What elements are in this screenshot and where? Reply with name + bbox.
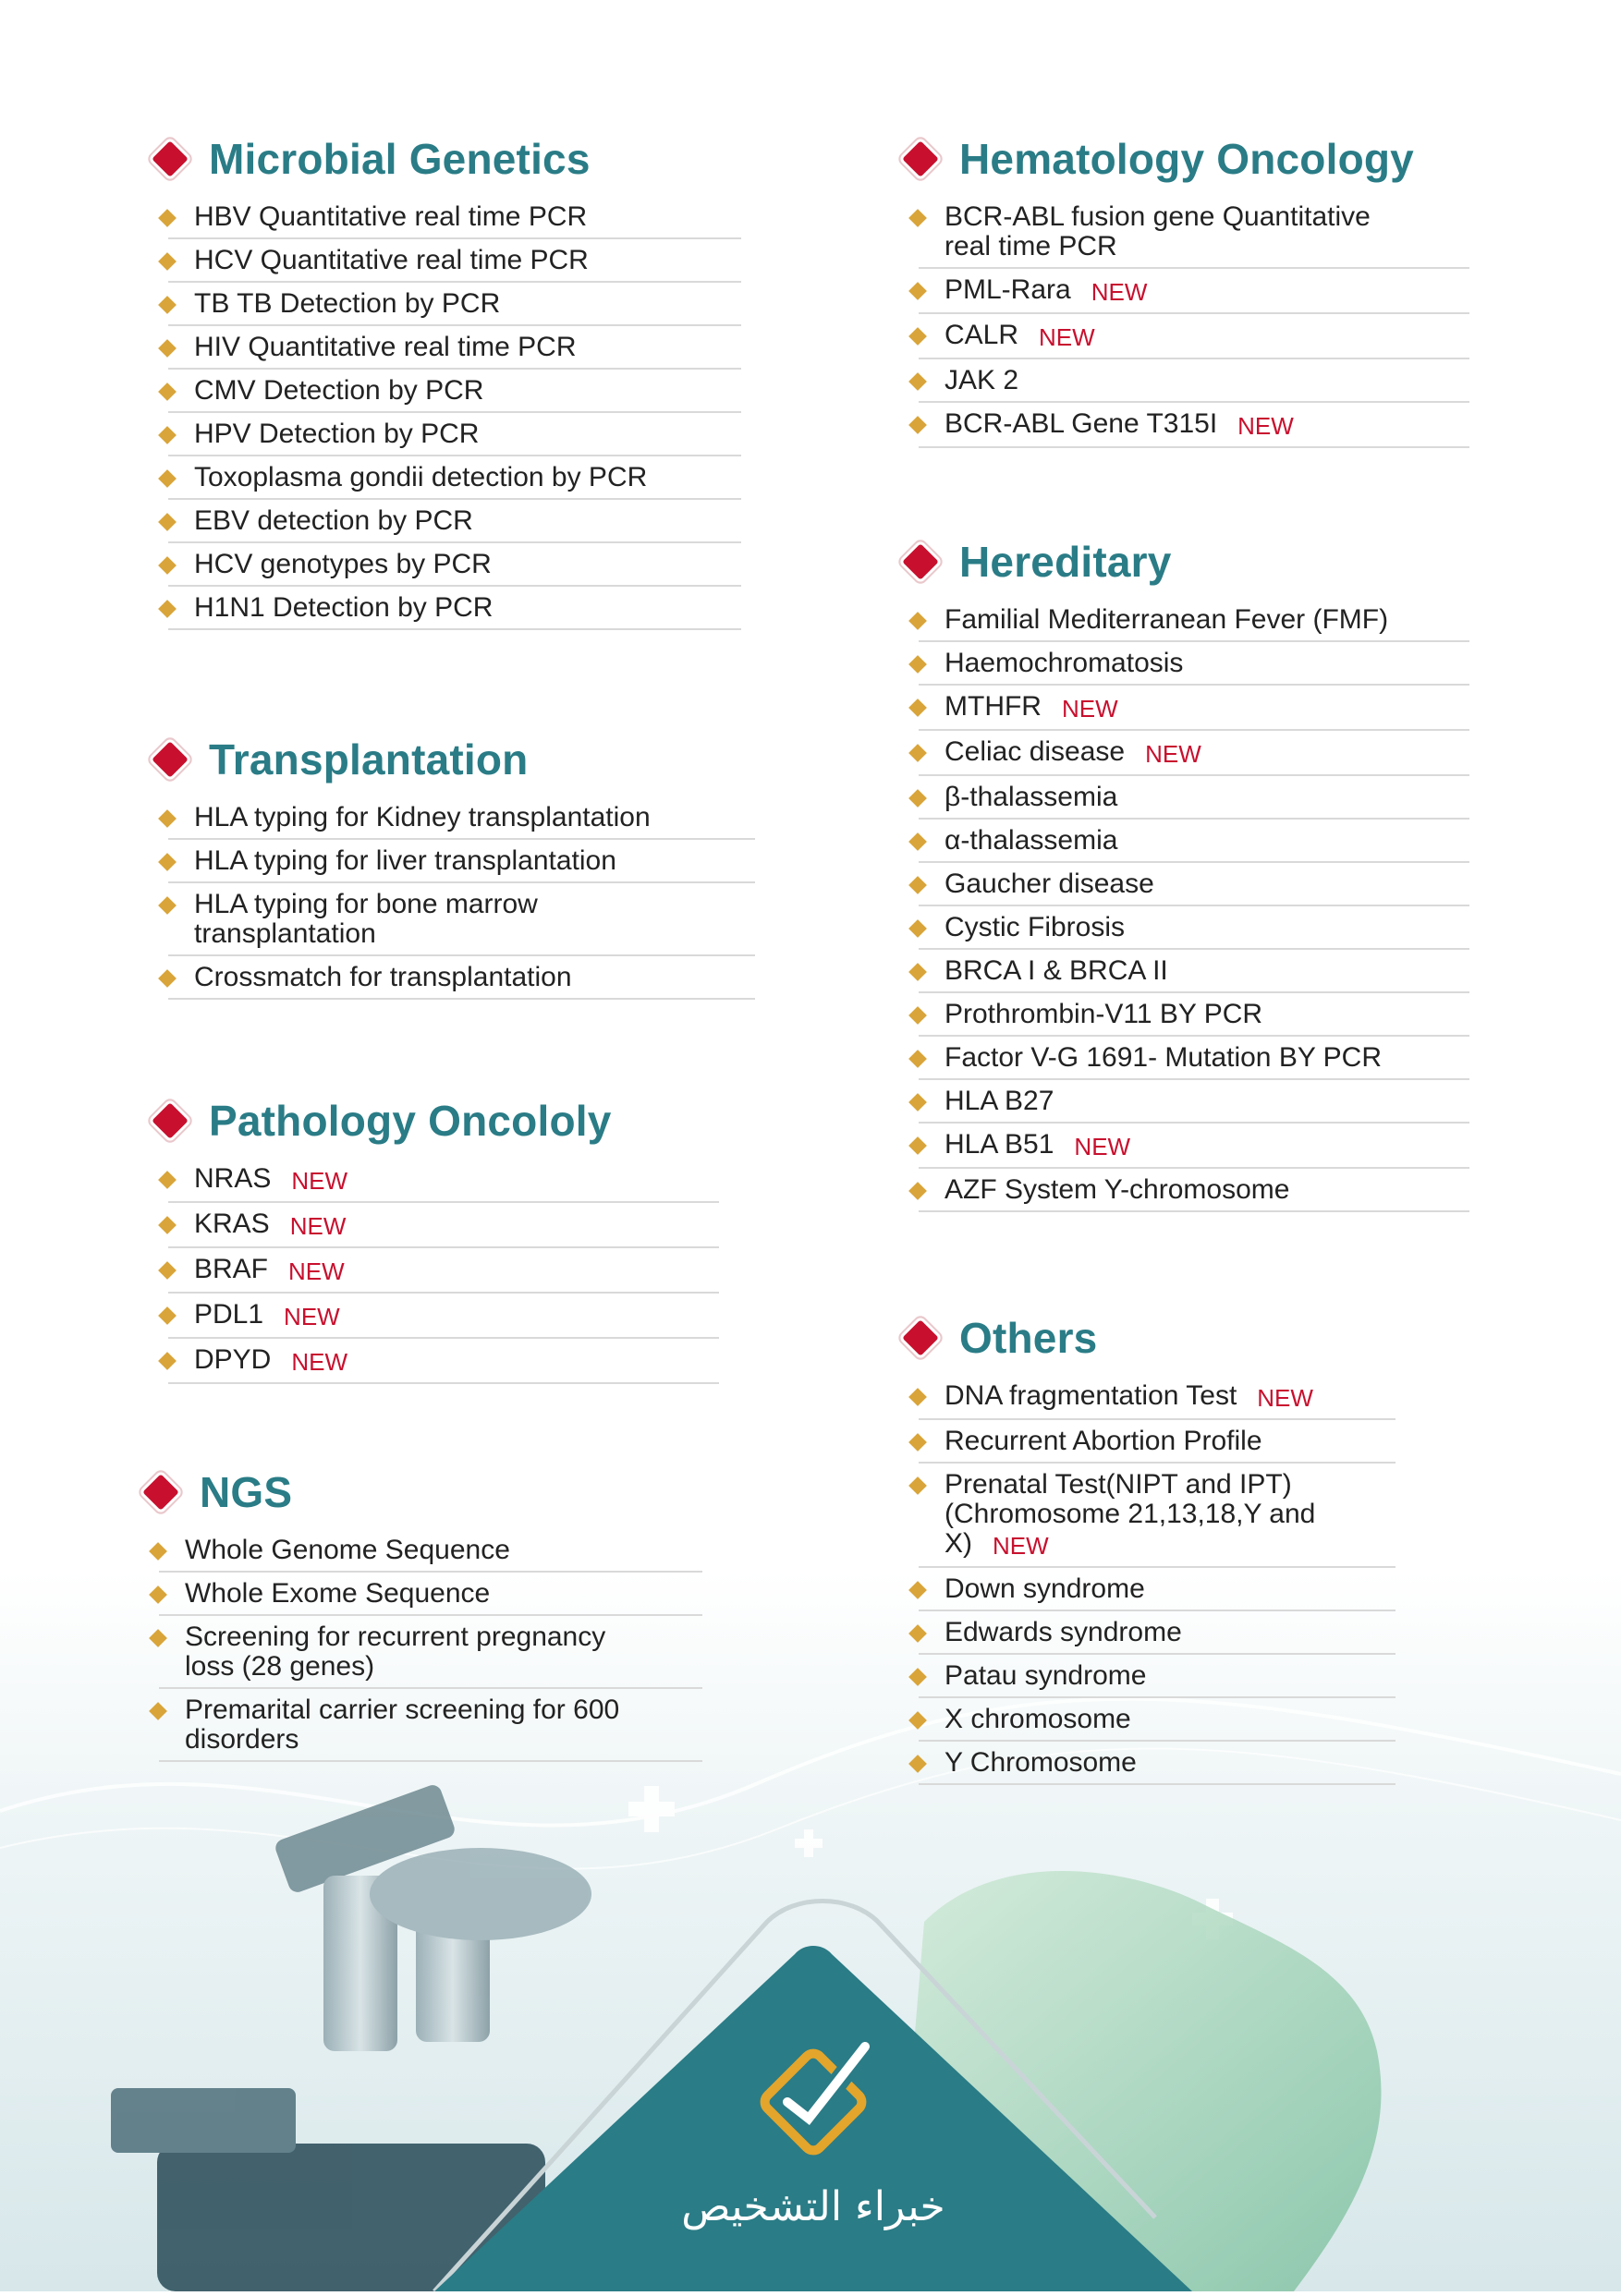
new-badge: NEW	[289, 1212, 347, 1240]
section-title: Pathology Oncololy	[209, 1097, 612, 1145]
list-item	[159, 1689, 702, 1762]
gold-diamond-bullet-icon	[908, 963, 927, 981]
checkmark-diamond-logo-icon	[749, 2037, 878, 2167]
gold-diamond-bullet-icon	[158, 252, 177, 271]
test-name: Screening for recurrent pregnancy loss (28 genes)	[185, 1622, 606, 1682]
test-name: Patau syndrome	[945, 1660, 1147, 1691]
gold-diamond-bullet-icon	[149, 1542, 167, 1561]
list-item	[919, 1742, 1396, 1785]
test-list	[150, 1158, 719, 1384]
gold-diamond-bullet-icon	[158, 1306, 177, 1325]
section-hematology-oncology	[900, 131, 1469, 448]
list-item	[919, 269, 1469, 314]
gold-diamond-bullet-icon	[908, 1581, 927, 1599]
test-name: HLA typing for Kidney transplantation	[194, 802, 651, 832]
test-name: Gaucher disease	[945, 869, 1154, 899]
test-name: Whole Genome Sequence	[185, 1535, 510, 1565]
list-item	[919, 1420, 1396, 1464]
gold-diamond-bullet-icon	[908, 789, 927, 808]
list-item	[168, 1203, 719, 1248]
list-item	[168, 370, 741, 413]
gold-diamond-bullet-icon	[908, 209, 927, 227]
list-item	[919, 359, 1469, 403]
list-item	[168, 456, 741, 500]
section-ngs	[140, 1464, 702, 1762]
red-diamond-icon	[142, 1474, 179, 1511]
gold-diamond-bullet-icon	[158, 209, 177, 227]
gold-diamond-bullet-icon	[158, 1216, 177, 1234]
test-name: KRAS	[194, 1209, 270, 1239]
test-name: Crossmatch for transplantation	[194, 962, 572, 992]
list-item	[919, 1568, 1396, 1611]
gold-diamond-bullet-icon	[908, 612, 927, 630]
test-list	[150, 196, 741, 630]
test-name: Familial Mediterranean Fever (FMF)	[945, 604, 1389, 635]
test-list	[900, 1375, 1396, 1785]
list-item	[919, 1080, 1469, 1124]
section-others	[900, 1310, 1396, 1785]
new-badge: NEW	[1145, 740, 1201, 768]
new-badge: NEW	[288, 1257, 345, 1285]
section-header	[150, 1093, 719, 1148]
gold-diamond-bullet-icon	[158, 556, 177, 575]
section-hereditary	[900, 534, 1469, 1212]
new-badge: NEW	[1237, 412, 1294, 440]
section-transplantation	[150, 732, 755, 1000]
test-name: TB TB Detection by PCR	[194, 288, 501, 319]
gold-diamond-bullet-icon	[158, 426, 177, 444]
gold-diamond-bullet-icon	[908, 327, 927, 346]
section-header	[900, 534, 1469, 589]
test-name: BRAF	[194, 1254, 269, 1284]
test-name: α-thalassemia	[945, 825, 1118, 856]
test-name: HCV Quantitative real time PCR	[194, 245, 589, 275]
gold-diamond-bullet-icon	[158, 1261, 177, 1280]
gold-diamond-bullet-icon	[908, 1006, 927, 1025]
list-item	[919, 686, 1469, 731]
new-badge: NEW	[1091, 278, 1148, 306]
gold-diamond-bullet-icon	[908, 1136, 927, 1155]
red-diamond-icon	[902, 1319, 939, 1356]
test-name: BCR-ABL fusion gene Quantitative real time PCR	[945, 201, 1371, 261]
gold-diamond-bullet-icon	[908, 1433, 927, 1452]
test-name: HCV genotypes by PCR	[194, 549, 492, 579]
list-item	[168, 326, 741, 370]
test-name: PDL1	[194, 1299, 264, 1330]
gold-diamond-bullet-icon	[908, 1711, 927, 1730]
test-name: PML-Rara	[945, 274, 1071, 305]
list-item	[919, 403, 1469, 448]
brand-name-arabic: خبراء التشخيص	[681, 2183, 945, 2230]
gold-diamond-bullet-icon	[908, 1093, 927, 1112]
test-name: Haemochromatosis	[945, 648, 1184, 678]
gold-diamond-bullet-icon	[158, 809, 177, 828]
test-name: Celiac disease	[945, 736, 1126, 767]
list-item	[919, 731, 1469, 776]
list-item	[919, 314, 1469, 359]
test-name: Down syndrome	[945, 1573, 1145, 1604]
new-badge: NEW	[993, 1532, 1049, 1560]
gold-diamond-bullet-icon	[149, 1702, 167, 1720]
new-badge: NEW	[1074, 1133, 1131, 1160]
list-item	[919, 820, 1469, 863]
test-name: AZF System Y-chromosome	[945, 1174, 1290, 1205]
test-name: Prenatal Test(NIPT and IPT) (Chromosome 21,13,18,Y and X)	[945, 1469, 1316, 1559]
list-item	[168, 796, 755, 840]
gold-diamond-bullet-icon	[158, 853, 177, 871]
test-name: Toxoplasma gondii detection by PCR	[194, 462, 648, 492]
section-title: Hematology Oncology	[959, 135, 1414, 183]
gold-diamond-bullet-icon	[158, 469, 177, 488]
gold-diamond-bullet-icon	[158, 383, 177, 401]
test-name: DNA fragmentation Test	[945, 1380, 1237, 1411]
new-badge: NEW	[291, 1348, 348, 1376]
test-name: CMV Detection by PCR	[194, 375, 484, 406]
test-name: HLA B51	[945, 1129, 1054, 1160]
gold-diamond-bullet-icon	[908, 876, 927, 894]
list-item	[919, 1124, 1469, 1169]
section-title: Transplantation	[209, 735, 529, 784]
gold-diamond-bullet-icon	[908, 1388, 927, 1406]
test-name: MTHFR	[945, 691, 1042, 722]
new-badge: NEW	[1061, 695, 1118, 723]
list-item	[919, 1655, 1396, 1698]
list-item	[168, 1339, 719, 1384]
list-item	[168, 543, 741, 587]
list-item	[168, 500, 741, 543]
new-badge: NEW	[291, 1167, 348, 1195]
gold-diamond-bullet-icon	[158, 600, 177, 618]
gold-diamond-bullet-icon	[158, 969, 177, 988]
test-name: EBV detection by PCR	[194, 505, 473, 536]
test-name: Cystic Fibrosis	[945, 912, 1126, 942]
gold-diamond-bullet-icon	[158, 896, 177, 915]
gold-diamond-bullet-icon	[149, 1629, 167, 1647]
test-name: X chromosome	[945, 1704, 1131, 1734]
list-item	[919, 1464, 1396, 1568]
list-item	[919, 1375, 1396, 1420]
list-item	[168, 283, 741, 326]
test-name: H1N1 Detection by PCR	[194, 592, 494, 623]
list-item	[919, 906, 1469, 950]
list-item	[919, 642, 1469, 686]
gold-diamond-bullet-icon	[158, 339, 177, 358]
list-item	[159, 1616, 702, 1689]
section-header	[140, 1464, 702, 1520]
gold-diamond-bullet-icon	[908, 416, 927, 434]
section-header	[150, 732, 755, 787]
gold-diamond-bullet-icon	[158, 296, 177, 314]
list-item	[919, 1037, 1469, 1080]
test-name: HLA typing for bone marrow transplantation	[194, 889, 538, 949]
test-name: HIV Quantitative real time PCR	[194, 332, 577, 362]
list-item	[168, 1294, 719, 1339]
list-item	[168, 883, 755, 956]
list-item	[159, 1529, 702, 1573]
test-list	[150, 796, 755, 1000]
gold-diamond-bullet-icon	[149, 1585, 167, 1604]
list-item	[168, 1248, 719, 1294]
test-name: JAK 2	[945, 365, 1019, 395]
red-diamond-icon	[902, 140, 939, 177]
test-name: Recurrent Abortion Profile	[945, 1426, 1262, 1456]
list-item	[168, 239, 741, 283]
test-name: Factor V-G 1691- Mutation BY PCR	[945, 1042, 1382, 1073]
test-name: HPV Detection by PCR	[194, 419, 480, 449]
gold-diamond-bullet-icon	[908, 1050, 927, 1068]
test-name: HLA B27	[945, 1086, 1054, 1116]
list-item	[919, 950, 1469, 993]
list-item	[168, 413, 741, 456]
list-item	[159, 1573, 702, 1616]
section-title: NGS	[200, 1468, 293, 1516]
gold-diamond-bullet-icon	[158, 1171, 177, 1189]
test-name: BCR-ABL Gene T315I	[945, 408, 1218, 439]
gold-diamond-bullet-icon	[908, 1182, 927, 1200]
test-name: β-thalassemia	[945, 782, 1118, 812]
section-header	[900, 1310, 1396, 1366]
new-badge: NEW	[284, 1303, 340, 1330]
list-item	[168, 196, 741, 239]
gold-diamond-bullet-icon	[908, 744, 927, 762]
section-microbial-genetics	[150, 131, 741, 630]
test-name: DPYD	[194, 1344, 272, 1375]
section-title: Microbial Genetics	[209, 135, 591, 183]
list-item	[919, 993, 1469, 1037]
list-item	[168, 587, 741, 630]
gold-diamond-bullet-icon	[908, 655, 927, 674]
list-item	[919, 1169, 1469, 1212]
brand-logo-block	[434, 1936, 1192, 2291]
test-list	[900, 196, 1469, 448]
test-name: Y Chromosome	[945, 1747, 1137, 1778]
test-name: Prothrombin-V11 BY PCR	[945, 999, 1263, 1029]
gold-diamond-bullet-icon	[908, 372, 927, 391]
gold-diamond-bullet-icon	[158, 513, 177, 531]
test-name: CALR	[945, 320, 1019, 350]
new-badge: NEW	[1257, 1384, 1313, 1412]
list-item	[168, 840, 755, 883]
gold-diamond-bullet-icon	[908, 1476, 927, 1495]
list-item	[919, 1698, 1396, 1742]
red-diamond-icon	[902, 543, 939, 580]
gold-diamond-bullet-icon	[908, 699, 927, 717]
list-item	[919, 599, 1469, 642]
test-list	[140, 1529, 702, 1762]
list-item	[919, 776, 1469, 820]
red-diamond-icon	[152, 741, 189, 778]
test-list	[900, 599, 1469, 1212]
test-name: NRAS	[194, 1163, 272, 1194]
gold-diamond-bullet-icon	[908, 919, 927, 938]
list-item	[919, 1611, 1396, 1655]
gold-diamond-bullet-icon	[908, 1668, 927, 1686]
gold-diamond-bullet-icon	[908, 282, 927, 300]
section-header	[150, 131, 741, 187]
test-name: Premarital carrier screening for 600 disorders	[185, 1695, 620, 1755]
test-name: Edwards syndrome	[945, 1617, 1182, 1647]
gold-diamond-bullet-icon	[908, 832, 927, 851]
list-item	[919, 196, 1469, 269]
test-name: Whole Exome Sequence	[185, 1578, 491, 1609]
list-item	[168, 956, 755, 1000]
section-header	[900, 131, 1469, 187]
gold-diamond-bullet-icon	[158, 1352, 177, 1370]
section-title: Others	[959, 1314, 1098, 1362]
new-badge: NEW	[1039, 323, 1095, 351]
gold-diamond-bullet-icon	[908, 1755, 927, 1773]
red-diamond-icon	[152, 1102, 189, 1139]
section-pathology-oncology	[150, 1093, 719, 1384]
test-name: HBV Quantitative real time PCR	[194, 201, 588, 232]
section-title: Hereditary	[959, 538, 1172, 586]
test-name: HLA typing for liver transplantation	[194, 845, 616, 876]
red-diamond-icon	[152, 140, 189, 177]
list-item	[919, 863, 1469, 906]
gold-diamond-bullet-icon	[908, 1624, 927, 1643]
test-name: BRCA I & BRCA II	[945, 955, 1168, 986]
list-item	[168, 1158, 719, 1203]
